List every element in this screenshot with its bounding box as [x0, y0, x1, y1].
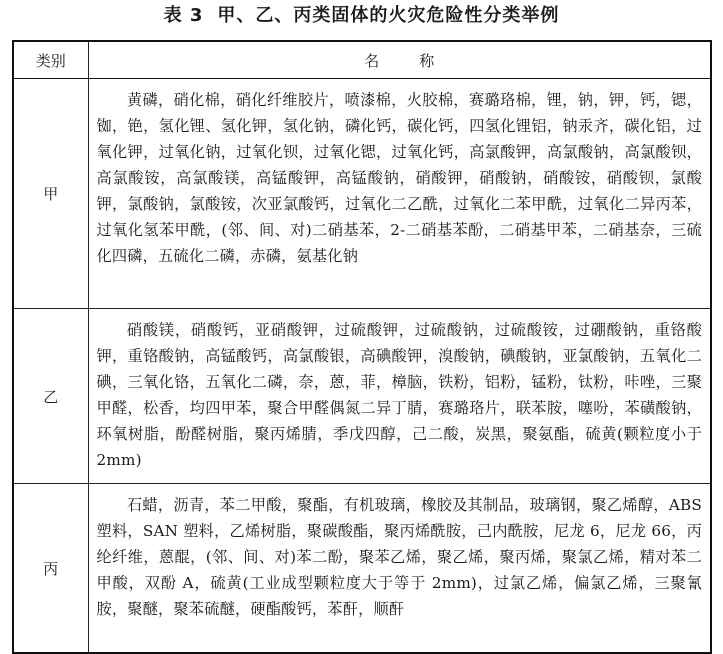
table-title: 甲、乙、丙类固体的火灾危险性分类举例	[217, 5, 560, 26]
category-cell-jia: 甲	[13, 79, 88, 309]
table-number: 表 3	[163, 5, 204, 26]
table-header-row	[13, 41, 711, 79]
category-cell-yi: 乙	[13, 309, 88, 484]
header-name	[88, 41, 711, 79]
table-row	[13, 79, 711, 309]
names-cell-yi: 硝酸镁，硝酸钙，亚硝酸钾，过硫酸钾，过硫酸钠，过硫酸铵，过硼酸钠，重铬酸钾，重铬酸钠，高锰酸钙，高氯酸银，高碘酸钾，溴酸钠，碘酸钠，亚氯酸钠，五氧化二碘，三氧化铬，五氧化二磷，奈，蒽，菲，樟脑，铁粉，铝粉，锰粉，钛粉，咔唑，三聚甲醛，松香，均四甲苯，聚合甲醛偶氮二异丁腈，赛璐珞片，联苯胺，噻吩，苯磺酸钠，环氧树脂，酚醛树脂，聚丙烯腈，季戊四醇，己二酸，炭黑，聚氨酯，硫黄(颗粒度小于 2mm)	[88, 309, 711, 484]
fire-hazard-classification-table	[12, 40, 712, 654]
table-row	[13, 484, 711, 654]
header-name-char-1: 名	[364, 51, 380, 70]
names-cell-bing: 石蜡，沥青，苯二甲酸，聚酯，有机玻璃，橡胶及其制品，玻璃钢，聚乙烯醇，ABS 塑料，SAN 塑料，乙烯树脂，聚碳酸酯，聚丙烯酰胺，己内酰胺，尼龙 6，尼龙 66，丙纶纤维，蒽醌，(邻、间、对)苯二酚，聚苯乙烯，聚乙烯，聚丙烯，聚氯乙烯，精对苯二甲酸，双酚 A，硫黄(工业成型颗粒度大于等于 2mm)，过氯乙烯，偏氯乙烯，三聚氰胺，聚醚，聚苯硫醚，硬酯酸钙，苯酐，顺酐	[88, 484, 711, 654]
names-cell-jia: 黄磷，硝化棉，硝化纤维胶片，喷漆棉，火胶棉，赛璐珞棉，锂，钠，钾，钙，锶，铷，铯，氢化锂、氢化钾，氢化钠，磷化钙，碳化钙，四氢化锂铝，钠汞齐，碳化铝，过氧化钾，过氧化钠，过氧化钡，过氧化锶，过氧化钙，高氯酸钾，高氯酸钠，高氯酸钡，高氯酸铵，高氯酸镁，高锰酸钾，高锰酸钠，硝酸钾，硝酸钠，硝酸铵，硝酸钡，氯酸钾，氯酸钠，氯酸铵，次亚氯酸钙，过氧化二乙酰，过氧化二苯甲酰，过氧化二异丙苯，过氧化氢苯甲酰，(邻、间、对)二硝基苯，2-二硝基苯酚，二硝基甲苯，二硝基奈，三硫化四磷，五硫化二磷，赤磷，氨基化钠	[88, 79, 711, 309]
table-caption	[0, 4, 723, 28]
table-row	[13, 309, 711, 484]
category-cell-bing: 丙	[13, 484, 88, 654]
header-name-char-2: 称	[419, 51, 435, 70]
header-category: 类别	[13, 41, 88, 79]
